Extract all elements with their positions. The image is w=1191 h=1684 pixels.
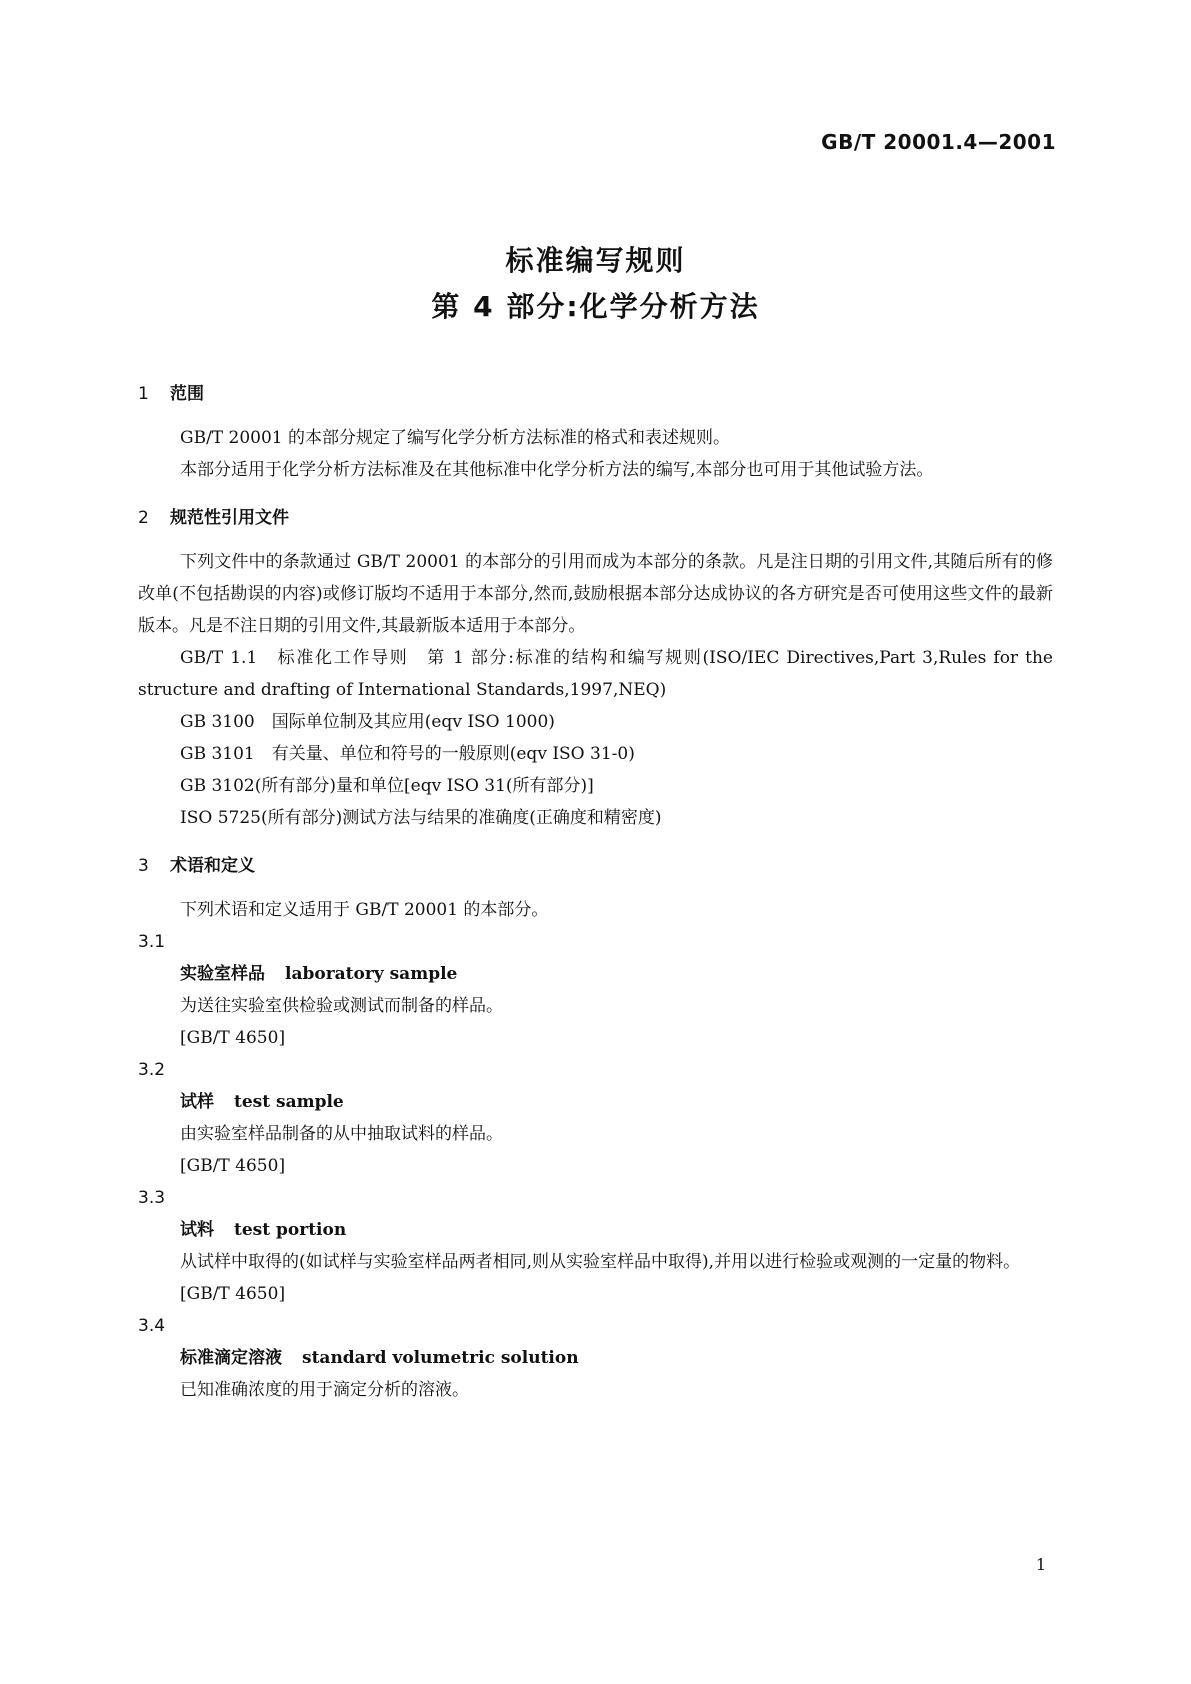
term-name: [138, 1342, 1053, 1374]
reference-item: GB 3102(所有部分)量和单位[eqv ISO 31(所有部分)]: [180, 776, 594, 796]
term-name: [138, 958, 1053, 990]
term-name-en: standard volumetric solution: [302, 1348, 579, 1368]
section-heading-normative-references: [138, 502, 1053, 534]
term-name-en: test portion: [234, 1220, 347, 1240]
document-body: [138, 378, 1053, 1406]
term-name-zh: 实验室样品: [180, 964, 265, 984]
term-source: [GB/T 4650]: [180, 1156, 286, 1176]
term-name-zh: 试料: [180, 1220, 214, 1240]
paragraph: GB/T 20001 的本部分规定了编写化学分析方法标准的格式和表述规则。: [180, 428, 731, 448]
reference-item: GB 3100 国际单位制及其应用(eqv ISO 1000): [180, 712, 555, 732]
reference-item: ISO 5725(所有部分)测试方法与结果的准确度(正确度和精密度): [180, 808, 662, 828]
term-definition: 由实验室样品制备的从中抽取试料的样品。: [180, 1124, 503, 1144]
section-heading-scope: [138, 378, 1053, 410]
term-source: [GB/T 4650]: [180, 1028, 286, 1048]
section-title: 范围: [170, 384, 204, 404]
term-definition: 为送往实验室供检验或测试而制备的样品。: [180, 996, 503, 1016]
term-name-en: test sample: [234, 1092, 344, 1112]
standard-number: GB/T 20001.4—2001: [821, 130, 1056, 154]
paragraph: 下列术语和定义适用于 GB/T 20001 的本部分。: [180, 900, 549, 920]
term-name: [138, 1214, 1053, 1246]
term-definition: 从试样中取得的(如试样与实验室样品两者相同,则从实验室样品中取得),并用以进行检验或观测的一定量的物料。: [180, 1252, 1021, 1272]
term-name-zh: 试样: [180, 1092, 214, 1112]
term-source: [GB/T 4650]: [180, 1284, 286, 1304]
term-number: 3.2: [138, 1060, 166, 1080]
section-number: 2: [138, 508, 149, 528]
section-title: 规范性引用文件: [170, 508, 289, 528]
paragraph: 本部分适用于化学分析方法标准及在其他标准中化学分析方法的编写,本部分也可用于其他试验方法。: [180, 460, 934, 480]
term-number: 3.3: [138, 1188, 166, 1208]
term-name: [138, 1086, 1053, 1118]
term-name-en: laboratory sample: [285, 964, 458, 984]
title-line-2: 第 4 部分:化学分析方法: [431, 290, 760, 323]
term-name-zh: 标准滴定溶液: [180, 1348, 282, 1368]
term-definition: 已知准确浓度的用于滴定分析的溶液。: [180, 1380, 469, 1400]
reference-item: GB 3101 有关量、单位和符号的一般原则(eqv ISO 31-0): [180, 744, 635, 764]
paragraph: 下列文件中的条款通过 GB/T 20001 的本部分的引用而成为本部分的条款。凡是注日期的引用文件,其随后所有的修改单(不包括勘误的内容)或修订版均不适用于本部分,然而,鼓励根据本部分达成协议的各方研究是否可使用这些文件的最新版本。凡是不注日期的引用文件,其最新版本适用于本部分。: [138, 552, 1053, 636]
title-line-1: 标准编写规则: [505, 244, 686, 277]
document-title: [0, 238, 1191, 330]
section-title: 术语和定义: [170, 856, 255, 876]
section-number: 3: [138, 856, 149, 876]
section-heading-terms-definitions: [138, 850, 1053, 882]
term-number: 3.4: [138, 1316, 166, 1336]
page-number: 1: [1035, 1555, 1046, 1574]
term-number: 3.1: [138, 932, 166, 952]
reference-item: GB/T 1.1 标准化工作导则 第 1 部分:标准的结构和编写规则(ISO/IEC Directives,Part 3,Rules for the structure and drafting of International Standards,1997,NEQ): [138, 648, 1053, 700]
section-number: 1: [138, 384, 149, 404]
